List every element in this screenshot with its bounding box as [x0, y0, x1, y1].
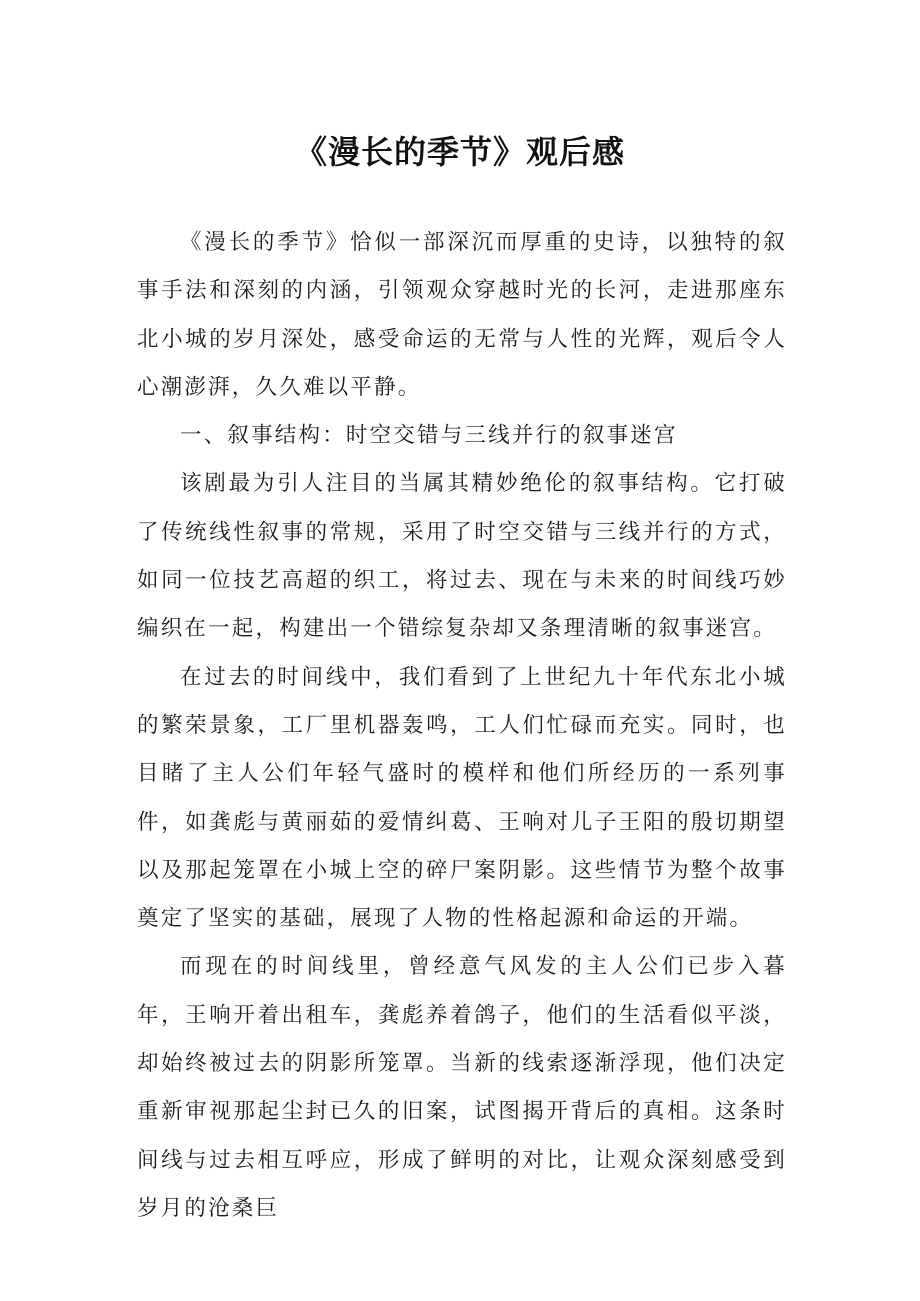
intro-paragraph: 《漫长的季节》恰似一部深沉而厚重的史诗，以独特的叙事手法和深刻的内涵，引领观众穿越时光的长河，走进那座东北小城的岁月深处，感受命运的无常与人性的光辉，观后令人心潮澎湃，久久难以平静。 [137, 230, 787, 400]
section-heading: 一、叙事结构：时空交错与三线并行的叙事迷宫 [180, 423, 678, 449]
body-paragraph: 而现在的时间线里，曾经意气风发的主人公们已步入暮年，王响开着出租车，龚彪养着鸽子，他们的生活看似平淡，却始终被过去的阴影所笼罩。当新的线索逐渐浮现，他们决定重新审视那起尘封已久的旧案，试图揭开背后的真相。这条时间线与过去相互呼应，形成了鲜明的对比，让观众深刻感受到岁月的沧桑巨 [137, 954, 787, 1221]
body-paragraph: 该剧最为引人注目的当属其精妙绝伦的叙事结构。它打破了传统线性叙事的常规，采用了时空交错与三线并行的方式，如同一位技艺高超的织工，将过去、现在与未来的时间线巧妙编织在一起，构建出一个错综复杂却又条理清晰的叙事迷宫。 [137, 471, 787, 642]
body-paragraph: 在过去的时间线中，我们看到了上世纪九十年代东北小城的繁荣景象，工厂里机器轰鸣，工人们忙碌而充实。同时，也目睹了主人公们年轻气盛时的模样和他们所经历的一系列事件，如龚彪与黄丽茹的爱情纠葛、王响对儿子王阳的殷切期望以及那起笼罩在小城上空的碎尸案阴影。这些情节为整个故事奠定了坚实的基础，展现了人物的性格起源和命运的开端。 [137, 664, 787, 932]
document-body [137, 219, 787, 1233]
document-title: 《漫长的季节》观后感 [294, 133, 625, 171]
